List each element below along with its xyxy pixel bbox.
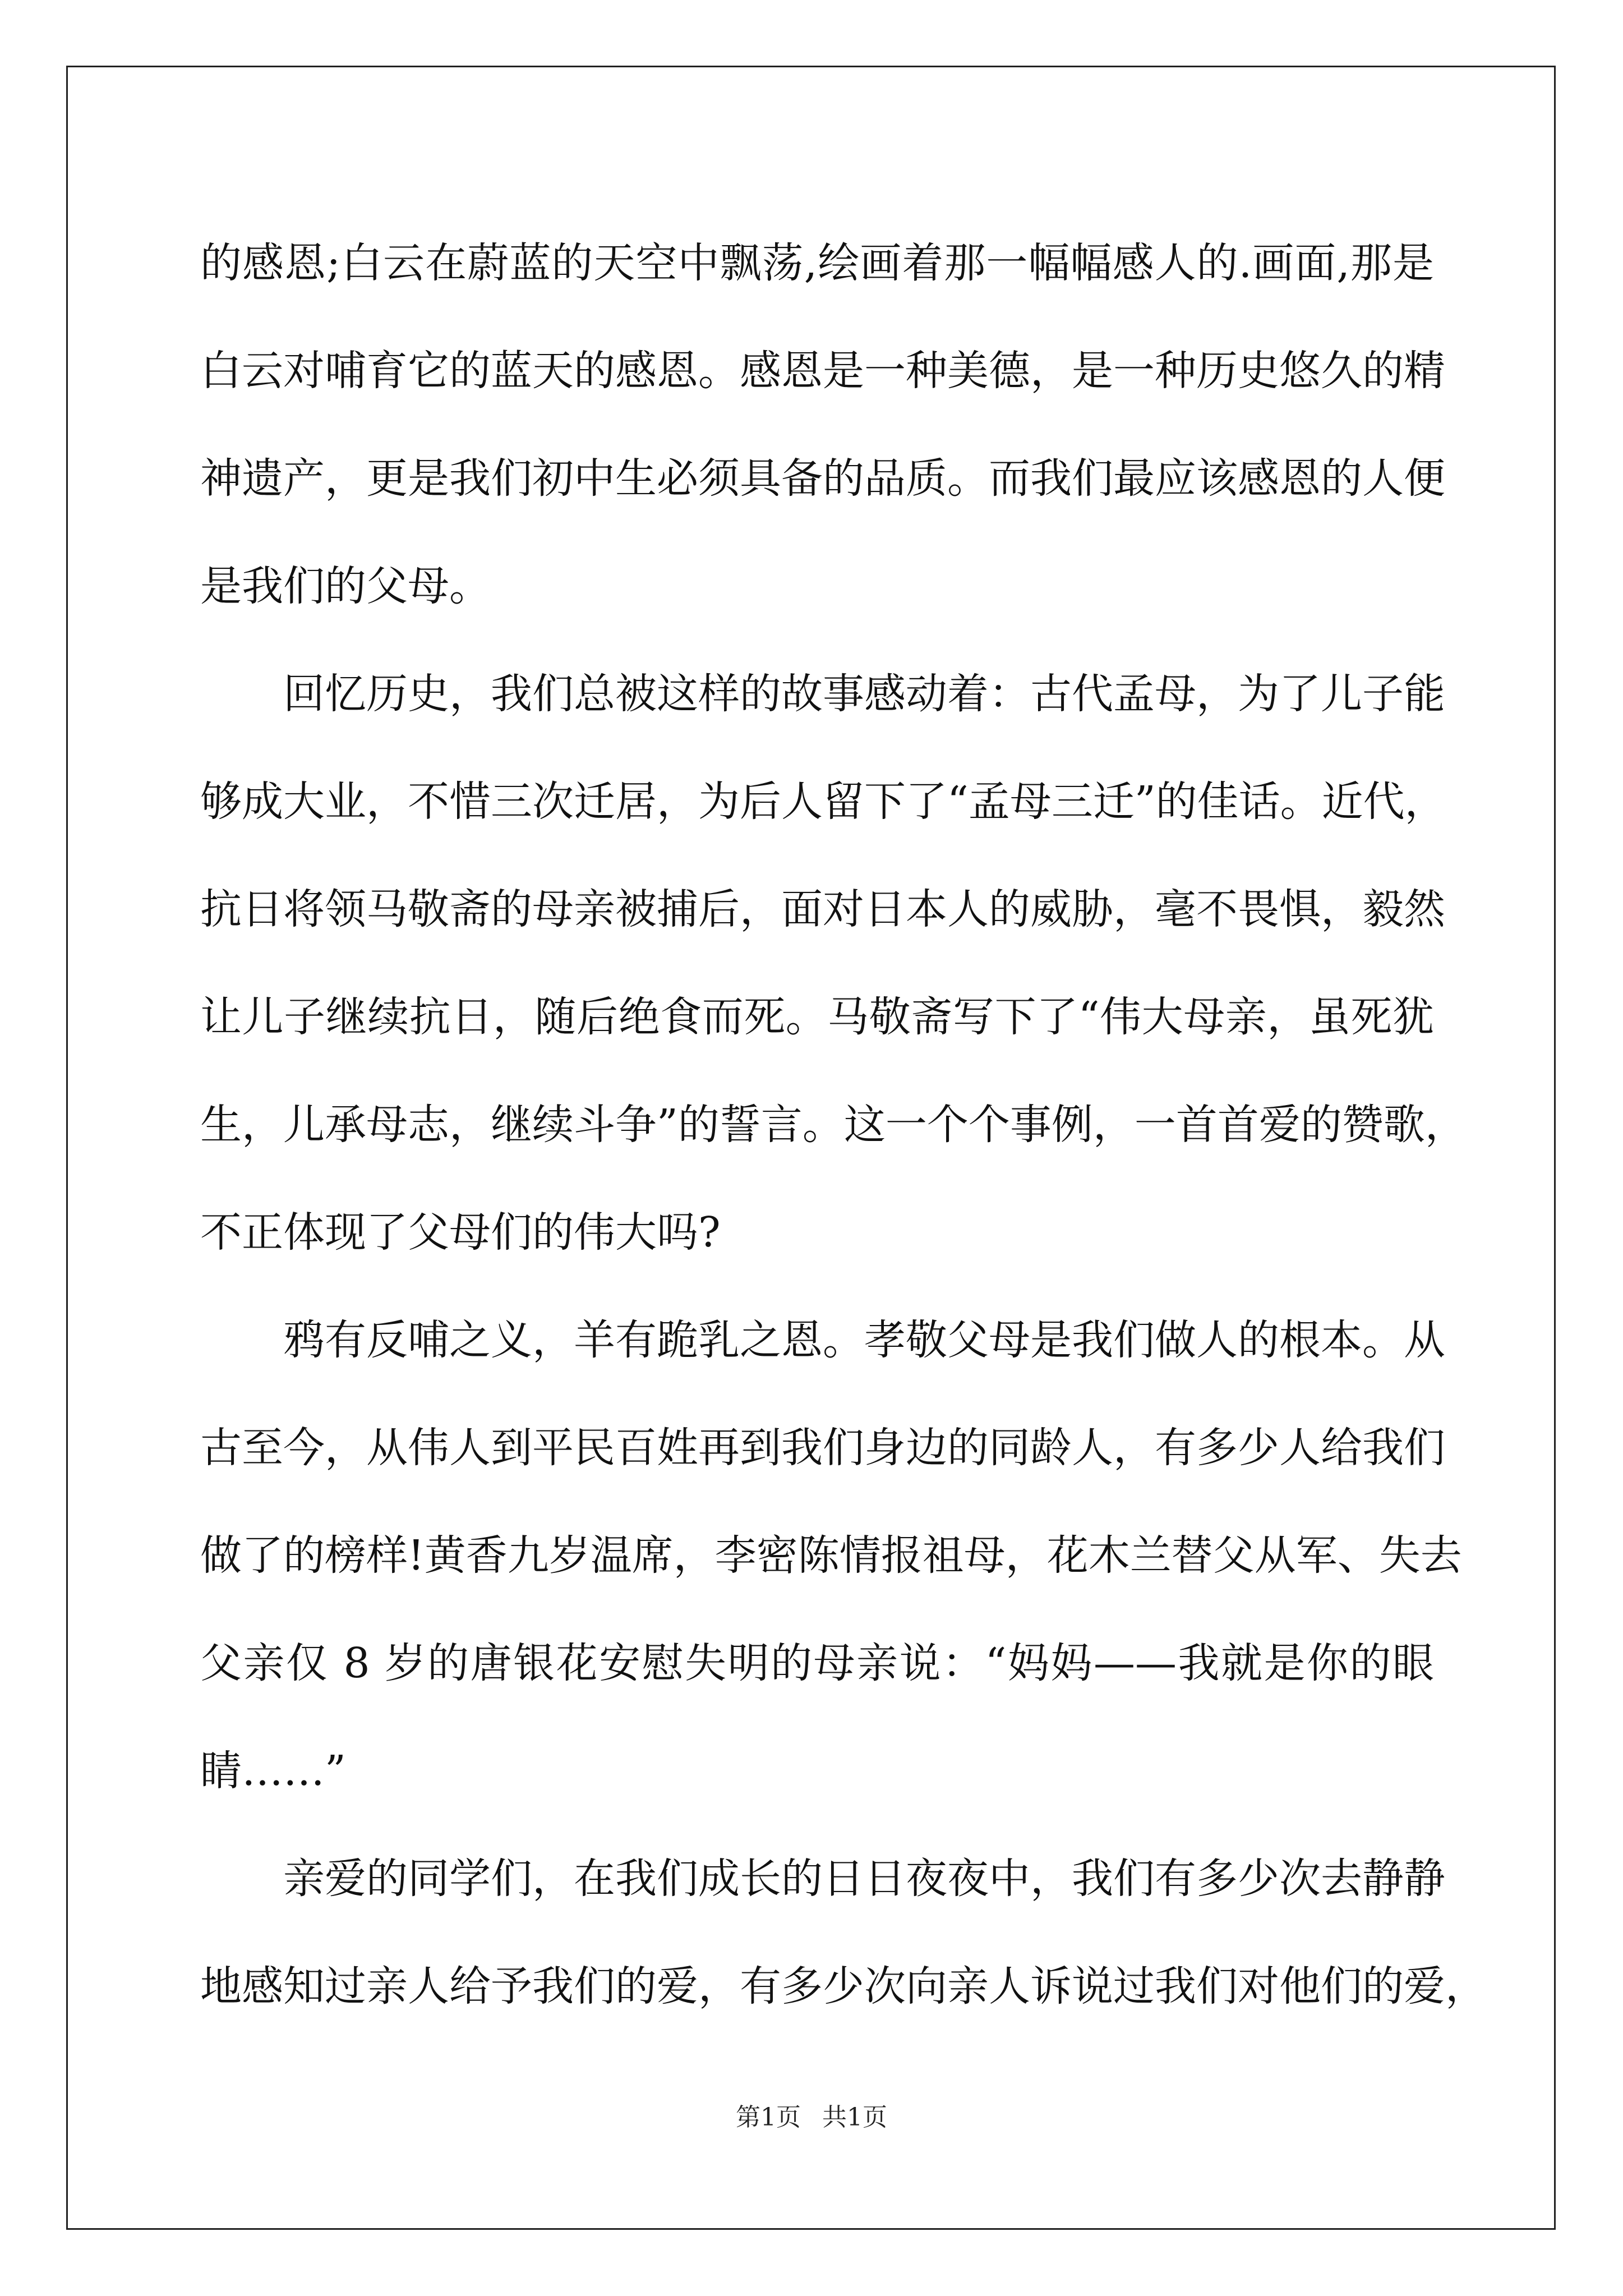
text-line: 地感知过亲人给予我们的爱，有多少次向亲人诉说过我们对他们的爱，	[200, 1962, 1487, 2010]
text-line: 父亲仅 8 岁的唐银花安慰失明的母亲说：“妈妈——我就是你的眼	[200, 1639, 1434, 1687]
text-line: 做了的榜样!黄香九岁温席，李密陈情报祖母，花木兰替父从军、失去	[200, 1531, 1462, 1580]
text-line: 够成大业，不惜三次迁居，为后人留下了“孟母三迁”的佳话。近代，	[200, 777, 1446, 826]
text-line: 生，儿承母志，继续斗争”的誓言。这一个个事例，一首首爱的赞歌，	[200, 1101, 1467, 1149]
paragraph	[200, 1825, 1487, 2040]
text-line: 神遗产，更是我们初中生必须具备的品质。而我们最应该感恩的人便	[200, 454, 1445, 503]
text-line: 睛……”	[200, 1747, 346, 1795]
text-line: 回忆历史，我们总被这样的故事感动着：古代孟母，为了儿子能	[283, 670, 1445, 718]
text-line: 白云对哺育它的蓝天的感恩。感恩是一种美德，是一种历史悠久的精	[200, 347, 1445, 395]
page-total: 共1页	[822, 2103, 887, 2132]
text-line: 抗日将领马敬斋的母亲被捕后，面对日本人的威胁，毫不畏惧，毅然	[200, 885, 1445, 933]
text-line: 不正体现了父母们的伟大吗?	[200, 1208, 721, 1257]
text-line: 古至今，从伟人到平民百姓再到我们身边的同龄人，有多少人给我们	[200, 1424, 1445, 1472]
text-line: 亲爱的同学们，在我们成长的日日夜夜中，我们有多少次去静静	[283, 1855, 1445, 1903]
page-footer	[0, 2101, 1623, 2134]
text-line: 鸦有反哺之义，羊有跪乳之恩。孝敬父母是我们做人的根本。从	[283, 1316, 1445, 1364]
paragraph	[200, 209, 1445, 640]
paragraph	[200, 640, 1467, 1286]
text-line: 的感恩;白云在蔚蓝的天空中飘荡,绘画着那一幅幅感人的.画面,那是	[200, 239, 1434, 287]
paragraph	[200, 1286, 1462, 1825]
document-body	[200, 209, 1487, 2040]
text-line: 是我们的父母。	[200, 562, 491, 610]
page-number: 第1页	[736, 2103, 801, 2132]
text-line: 让儿子继续抗日，随后绝食而死。马敬斋写下了“伟大母亲，虽死犹	[200, 993, 1434, 1041]
